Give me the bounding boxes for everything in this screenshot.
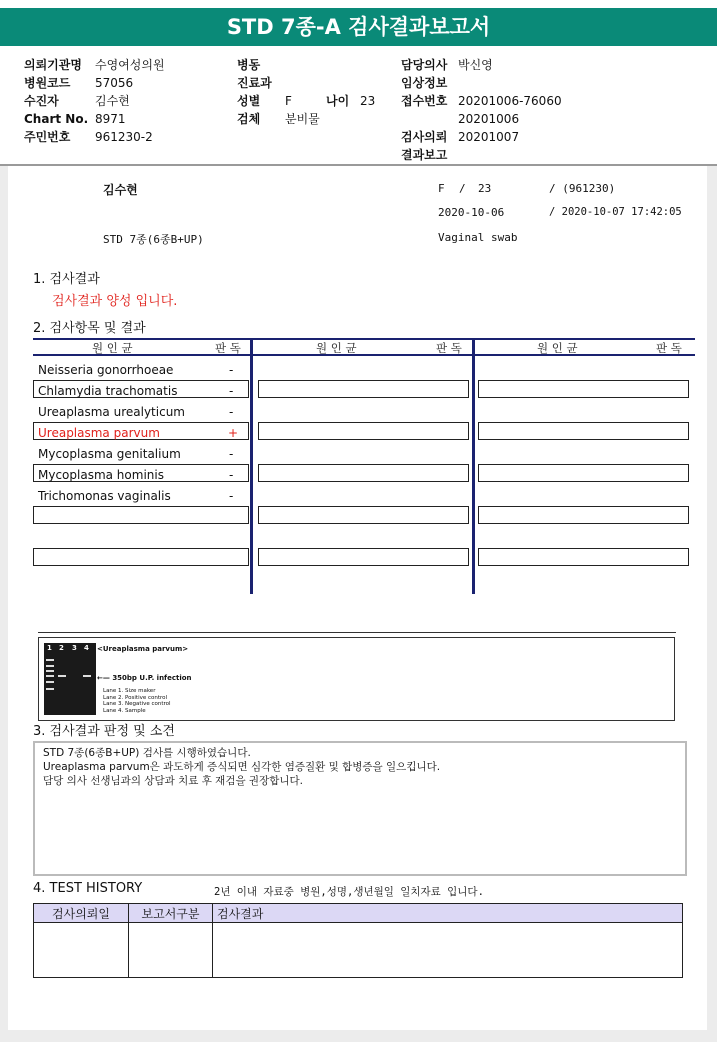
col-pathogen-2: 원 인 균 bbox=[316, 341, 357, 355]
report-title: STD 7종-A 검사결과보고서 bbox=[0, 8, 717, 46]
header-mid bbox=[237, 56, 272, 128]
gel-arrow: ←— 350bp U.P. infection bbox=[97, 674, 192, 682]
row-box bbox=[478, 548, 689, 566]
table-row-result: - bbox=[229, 489, 234, 503]
gel-band bbox=[46, 688, 54, 690]
sex-label: 성별 bbox=[237, 94, 261, 108]
patient-value: 김수현 bbox=[95, 94, 130, 108]
table-row-name: Trichomonas vaginalis bbox=[38, 489, 171, 503]
row-box bbox=[258, 464, 469, 482]
row-box bbox=[33, 506, 249, 524]
ward-label: 병동 bbox=[237, 58, 261, 72]
table-row-name-positive: Ureaplasma parvum bbox=[38, 426, 160, 440]
age-label: 나이 bbox=[326, 94, 350, 108]
table-row-result: - bbox=[229, 363, 234, 377]
result-report-label: 결과보고 bbox=[401, 148, 448, 162]
gel-title: <Ureaplasma parvum> bbox=[97, 645, 189, 653]
gel-band bbox=[46, 675, 54, 677]
result-report-value: 20201007 bbox=[458, 130, 520, 144]
page-margin-right bbox=[707, 166, 717, 1042]
request-label: 검사의뢰 bbox=[401, 130, 448, 144]
gel-top-rule bbox=[38, 632, 676, 633]
page-margin-left bbox=[0, 166, 8, 1042]
row-box bbox=[258, 422, 469, 440]
row-box bbox=[33, 548, 249, 566]
gel-legend-item: Lane 4. Sample bbox=[103, 707, 146, 714]
summary-test-name: STD 7종(6종B+UP) bbox=[103, 233, 204, 246]
lane-label: 1 bbox=[47, 644, 52, 652]
summary-specimen: Vaginal swab bbox=[438, 231, 518, 244]
gel-band bbox=[46, 670, 54, 672]
table-row-name: Mycoplasma genitalium bbox=[38, 447, 181, 461]
hospital-code-value: 57056 bbox=[95, 76, 134, 90]
id-label: 주민번호 bbox=[24, 130, 71, 144]
row-box bbox=[258, 506, 469, 524]
gel-band bbox=[58, 675, 66, 677]
lane-label: 2 bbox=[59, 644, 64, 652]
request-value: 20201006 bbox=[458, 112, 520, 126]
specimen-value: 분비물 bbox=[285, 112, 320, 126]
sex-value: F bbox=[285, 94, 292, 108]
doctor-value: 박신영 bbox=[458, 58, 493, 72]
gel-legend bbox=[103, 688, 171, 714]
lane-label: 4 bbox=[84, 644, 89, 652]
findings-box bbox=[33, 741, 687, 876]
grid-col-divider-1 bbox=[250, 338, 253, 594]
hospital-code-label: 병원코드 bbox=[24, 76, 71, 90]
id-value: 961230-2 bbox=[95, 130, 153, 144]
summary-name: 김수현 bbox=[103, 183, 138, 197]
page-margin-bottom bbox=[0, 1030, 717, 1042]
receipt-label: 접수번호 bbox=[401, 94, 448, 108]
history-table bbox=[33, 903, 683, 978]
chart-value: 8971 bbox=[95, 112, 126, 126]
row-box bbox=[478, 464, 689, 482]
table-row-result: - bbox=[229, 405, 234, 419]
table-row-name: Neisseria gonorrhoeae bbox=[38, 363, 174, 377]
table-row-result: - bbox=[229, 468, 234, 482]
gel-band bbox=[46, 665, 54, 667]
header-left-values bbox=[95, 56, 165, 146]
summary-date1: 2020-10-06 bbox=[438, 206, 505, 219]
history-cell bbox=[34, 923, 129, 978]
summary-dob: / (961230) bbox=[549, 182, 616, 195]
gel-legend-item: Lane 2. Positive control bbox=[103, 694, 168, 701]
findings-line: 담당 의사 선생님과의 상담과 치료 후 재검을 권장합니다. bbox=[43, 775, 303, 787]
history-col-request: 검사의뢰일 bbox=[34, 904, 129, 923]
findings-line: Ureaplasma parvum은 과도하게 증식되면 심각한 염증질환 및 합병증을 일으킵니다. bbox=[43, 761, 441, 773]
section4-heading: 4. TEST HISTORY bbox=[33, 881, 143, 896]
institution-label: 의뢰기관명 bbox=[24, 58, 82, 72]
col-judge-1: 판 독 bbox=[215, 341, 241, 355]
chart-label: Chart No. bbox=[24, 112, 89, 126]
summary-slash: / bbox=[459, 182, 466, 195]
age-value: 23 bbox=[360, 94, 376, 108]
gel-arrow-label: 350bp U.P. infection bbox=[112, 674, 192, 682]
table-row-name: Ureaplasma urealyticum bbox=[38, 405, 185, 419]
section3-heading: 3. 검사결과 판정 및 소견 bbox=[33, 724, 175, 739]
table-row-result: - bbox=[229, 447, 234, 461]
history-cell bbox=[129, 923, 213, 978]
row-box bbox=[478, 380, 689, 398]
gel-band bbox=[46, 659, 54, 661]
gel-image bbox=[44, 643, 96, 715]
row-box bbox=[478, 422, 689, 440]
patient-label: 수진자 bbox=[24, 94, 59, 108]
section2-heading: 2. 검사항목 및 결과 bbox=[33, 321, 146, 336]
table-row-name: Chlamydia trachomatis bbox=[38, 384, 178, 398]
col-judge-3: 판 독 bbox=[656, 341, 682, 355]
history-col-result: 검사결과 bbox=[213, 904, 683, 923]
gel-legend-item: Lane 1. Size maker bbox=[103, 688, 156, 694]
receipt-value: 20201006-76060 bbox=[458, 94, 562, 108]
header-left bbox=[24, 56, 88, 146]
summary-age: 23 bbox=[478, 182, 492, 195]
section4-note: 2년 이내 자료중 병원,성명,생년월일 일치자료 입니다. bbox=[214, 886, 484, 898]
col-pathogen-1: 원 인 균 bbox=[92, 341, 133, 355]
table-row bbox=[34, 923, 683, 978]
history-col-type: 보고서구분 bbox=[129, 904, 213, 923]
institution-value: 수영여성의원 bbox=[95, 58, 165, 72]
row-box bbox=[478, 506, 689, 524]
grid-col-divider-2 bbox=[472, 338, 475, 594]
table-row-result: - bbox=[229, 384, 234, 398]
gel-band bbox=[46, 681, 54, 683]
table-row-result-positive: + bbox=[228, 426, 239, 440]
row-box bbox=[258, 548, 469, 566]
col-judge-2: 판 독 bbox=[436, 341, 462, 355]
header-divider bbox=[0, 164, 717, 166]
header-right bbox=[401, 56, 447, 164]
dept-label: 진료과 bbox=[237, 76, 272, 90]
summary-sex: F bbox=[438, 182, 445, 195]
findings-line: STD 7종(6종B+UP) 검사를 시행하였습니다. bbox=[43, 747, 251, 759]
lane-label: 3 bbox=[72, 644, 77, 652]
history-cell bbox=[213, 923, 683, 978]
gel-legend-item: Lane 3. Negative control bbox=[103, 701, 171, 707]
summary-date2: / 2020-10-07 17:42:05 bbox=[549, 206, 682, 218]
table-row-name: Mycoplasma hominis bbox=[38, 468, 164, 482]
specimen-label: 검체 bbox=[237, 112, 261, 126]
gel-band bbox=[83, 675, 91, 677]
col-pathogen-3: 원 인 균 bbox=[537, 341, 578, 355]
history-header-row bbox=[34, 904, 683, 923]
row-box bbox=[258, 380, 469, 398]
clinical-label: 임상정보 bbox=[401, 76, 448, 90]
doctor-label: 담당의사 bbox=[401, 58, 448, 72]
section1-heading: 1. 검사결과 bbox=[33, 272, 100, 287]
section1-result: 검사결과 양성 입니다. bbox=[52, 294, 178, 309]
